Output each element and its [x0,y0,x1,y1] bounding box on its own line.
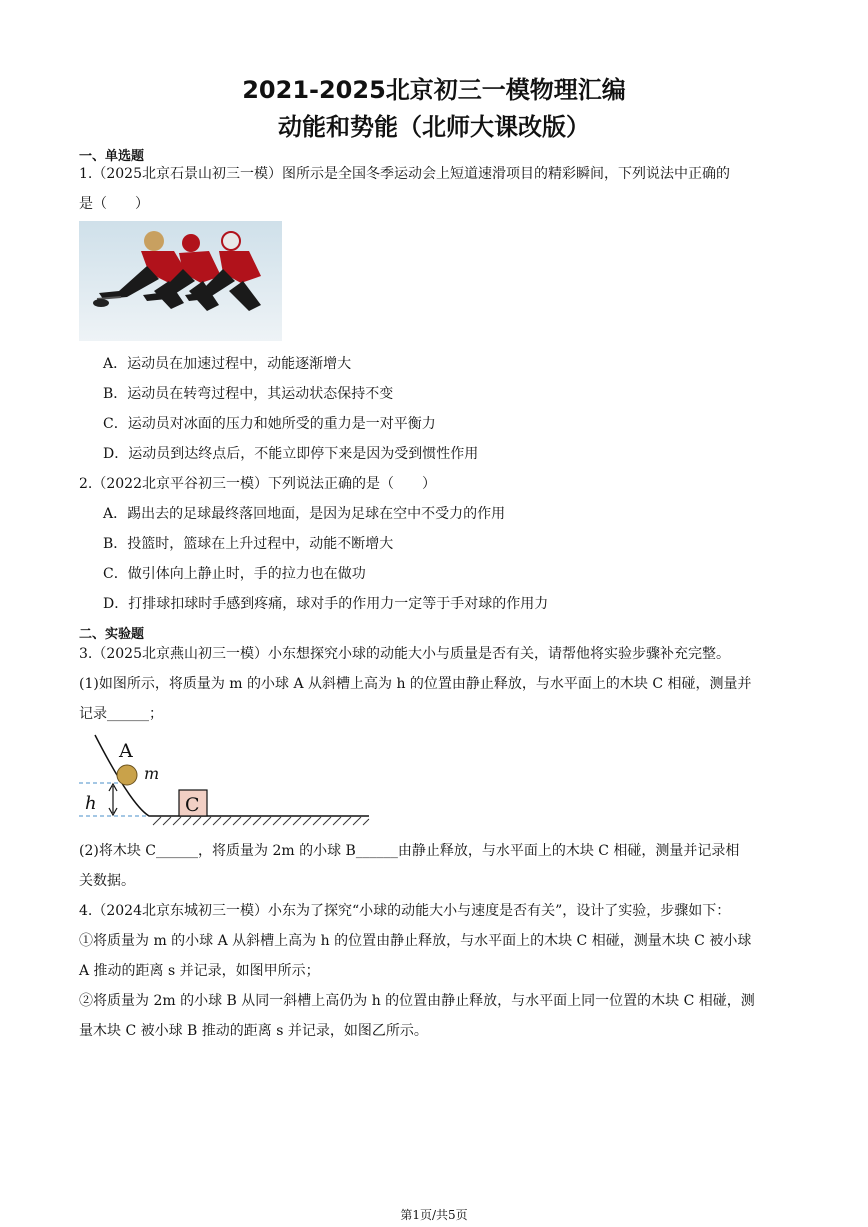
q2-option-c: C．做引体向上静止时，手的拉力也在做功 [103,566,366,582]
section-heading-single-choice: 一、单选题 [79,149,145,164]
q3-part2-line-2: 关数据。 [79,873,135,889]
speed-skating-photo [79,221,282,341]
q1-option-c: C．运动员对冰面的压力和她所受的重力是一对平衡力 [103,416,436,432]
q2-option-b: B．投篮时，篮球在上升过程中，动能不断增大 [103,536,394,552]
incline-ball-block-diagram [79,733,379,837]
label-a: A [119,740,133,762]
page-number-footer: 第1页/共5页 [400,1208,468,1222]
q1-stem-line-1: 1.（2025北京石景山初三一模）图所示是全国冬季运动会上短道速滑项目的精彩瞬间，下列说法中正确的 [79,166,730,182]
label-h: h [85,793,97,814]
q2-stem: 2.（2022北京平谷初三一模）下列说法正确的是（ ） [79,476,436,492]
q4-step1-line-2: A 推动的距离 s 并记录，如图甲所示； [79,963,320,979]
q1-stem-line-2: 是（ ） [79,196,149,212]
q4-stem: 4.（2024北京东城初三一模）小东为了探究“小球的动能大小与速度是否有关”，设计了实验，步骤如下： [79,903,731,919]
section-heading-experiment: 二、实验题 [79,627,145,642]
q1-option-b: B．运动员在转弯过程中，其运动状态保持不变 [103,386,394,402]
label-c: C [185,794,200,816]
q4-step1-line-1: ①将质量为 m 的小球 A 从斜槽上高为 h 的位置由静止释放，与水平面上的木块 C 相碰，测量木块 C 被小球 [79,933,752,949]
title-line-2: 动能和势能（北师大课改版） [278,113,590,141]
q3-part1-line-2: 记录______； [79,706,163,722]
ball-a [117,765,137,785]
q3-part2-line-1: (2)将木块 C______，将质量为 2m 的小球 B______由静止释放，与水平面上的木块 C 相碰，测量并记录相 [79,843,740,859]
q4-step2-line-2: 量木块 C 被小球 B 推动的距离 s 并记录，如图乙所示。 [79,1023,428,1039]
label-m: m [144,764,160,783]
q4-step2-line-1: ②将质量为 2m 的小球 B 从同一斜槽上高仍为 h 的位置由静止释放，与水平面上同一位置的木块 C 相碰，测 [79,993,755,1009]
title-line-1: 2021-2025北京初三一模物理汇编 [242,76,626,104]
q2-option-d: D．打排球扣球时手感到疼痛，球对手的作用力一定等于手对球的作用力 [103,596,549,612]
ground-hatch [153,817,369,825]
q1-option-a: A．运动员在加速过程中，动能逐渐增大 [103,356,352,372]
q3-part1-line-1: (1)如图所示，将质量为 m 的小球 A 从斜槽上高为 h 的位置由静止释放，与水平面上的木块 C 相碰，测量并 [79,676,752,692]
q2-option-a: A．踢出去的足球最终落回地面，是因为足球在空中不受力的作用 [103,506,506,522]
q1-option-d: D．运动员到达终点后，不能立即停下来是因为受到惯性作用 [103,446,479,462]
q3-stem: 3.（2025北京燕山初三一模）小东想探究小球的动能大小与质量是否有关，请帮他将实验步骤补充完整。 [79,646,730,662]
